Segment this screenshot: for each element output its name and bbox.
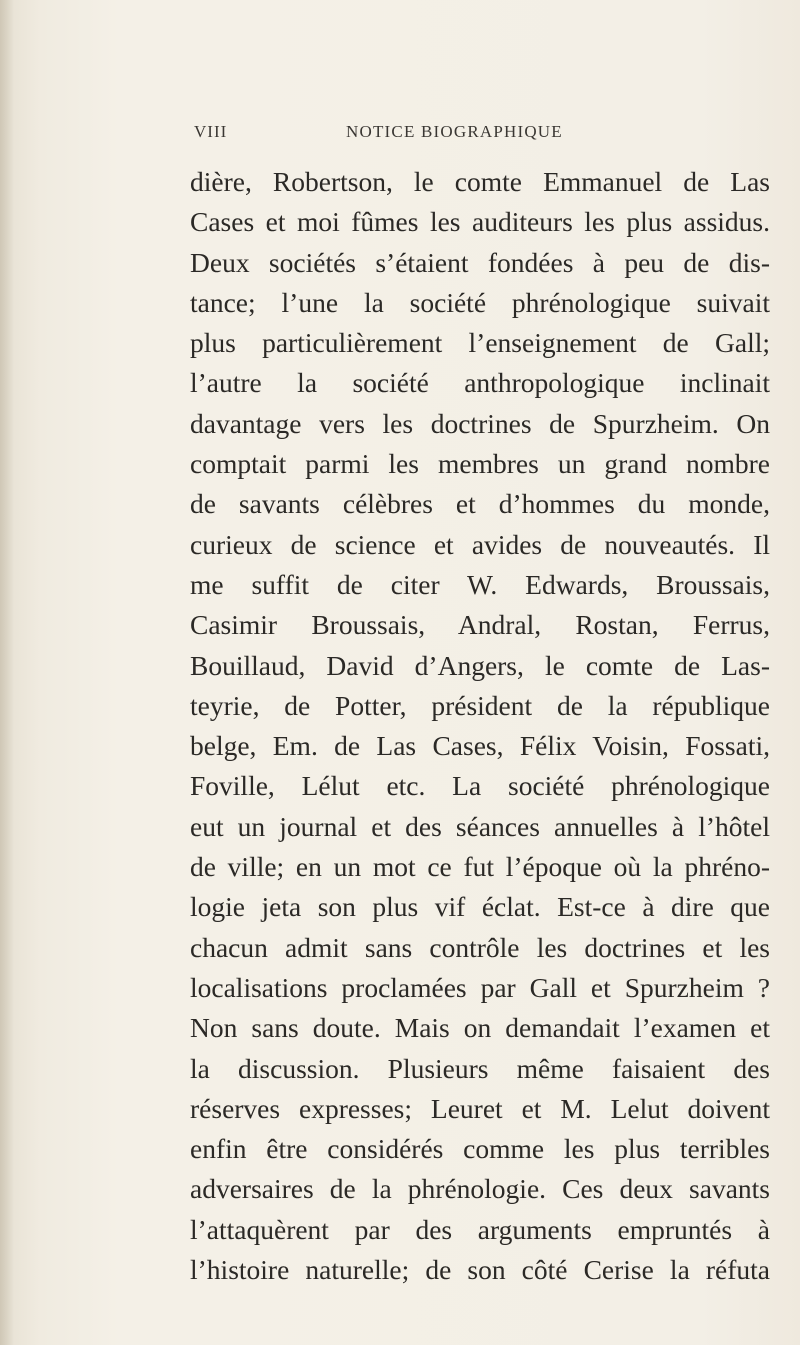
text-line: curieux de science et avides de nouveautés. Il xyxy=(190,528,770,560)
text-line: belge, Em. de Las Cases, Félix Voisin, Fossati, xyxy=(190,730,770,762)
body-text xyxy=(190,162,770,1290)
text-line: la discussion. Plusieurs même faisaient des xyxy=(190,1052,770,1084)
text-line: Foville, Lélut etc. La société phrénologique xyxy=(190,770,770,802)
running-head: NOTICE BIOGRAPHIQUE xyxy=(346,122,563,141)
page-gutter-shadow xyxy=(0,0,14,1345)
text-line: eut un journal et des séances annuelles à l’hôtel xyxy=(190,810,770,842)
text-line: adversaires de la phrénologie. Ces deux savants xyxy=(190,1173,770,1205)
text-line: dière, Robertson, le comte Emmanuel de Las xyxy=(190,166,770,197)
text-line: l’autre la société anthropologique inclinait xyxy=(190,367,770,399)
text-line: l’histoire naturelle; de son côté Cerise la réfuta xyxy=(190,1254,770,1286)
text-line: comptait parmi les membres un grand nombre xyxy=(190,448,770,480)
text-line: Non sans doute. Mais on demandait l’examen et xyxy=(190,1012,770,1044)
text-line: chacun admit sans contrôle les doctrines et les xyxy=(190,931,770,963)
text-line: tance; l’une la société phrénologique suivait xyxy=(190,286,770,318)
text-line: Cases et moi fûmes les auditeurs les plus assidus. xyxy=(190,206,770,238)
text-line: l’attaquèrent par des arguments empruntés à xyxy=(190,1213,770,1245)
text-line: teyrie, de Potter, président de la république xyxy=(190,689,770,721)
text-line: plus particulièrement l’enseignement de Gall; xyxy=(190,327,770,359)
text-line: Deux sociétés s’étaient fondées à peu de dis- xyxy=(190,246,770,278)
text-line: Bouillaud, David d’Angers, le comte de Las- xyxy=(190,649,770,681)
text-line: de ville; en un mot ce fut l’époque où la phréno- xyxy=(190,851,770,883)
page-number: VIII xyxy=(194,122,228,141)
text-line: logie jeta son plus vif éclat. Est-ce à dire que xyxy=(190,891,770,923)
text-line: de savants célèbres et d’hommes du monde, xyxy=(190,488,770,520)
text-line: Casimir Broussais, Andral, Rostan, Ferrus, xyxy=(190,609,770,641)
text-line: davantage vers les doctrines de Spurzheim. On xyxy=(190,407,770,439)
text-line: me suffit de citer W. Edwards, Broussais, xyxy=(190,568,770,600)
text-line: réserves expresses; Leuret et M. Lelut doivent xyxy=(190,1092,770,1124)
text-line: enfin être considérés comme les plus terribles xyxy=(190,1133,770,1165)
text-line: localisations proclamées par Gall et Spurzheim ? xyxy=(190,971,770,1003)
page-header xyxy=(194,122,754,150)
